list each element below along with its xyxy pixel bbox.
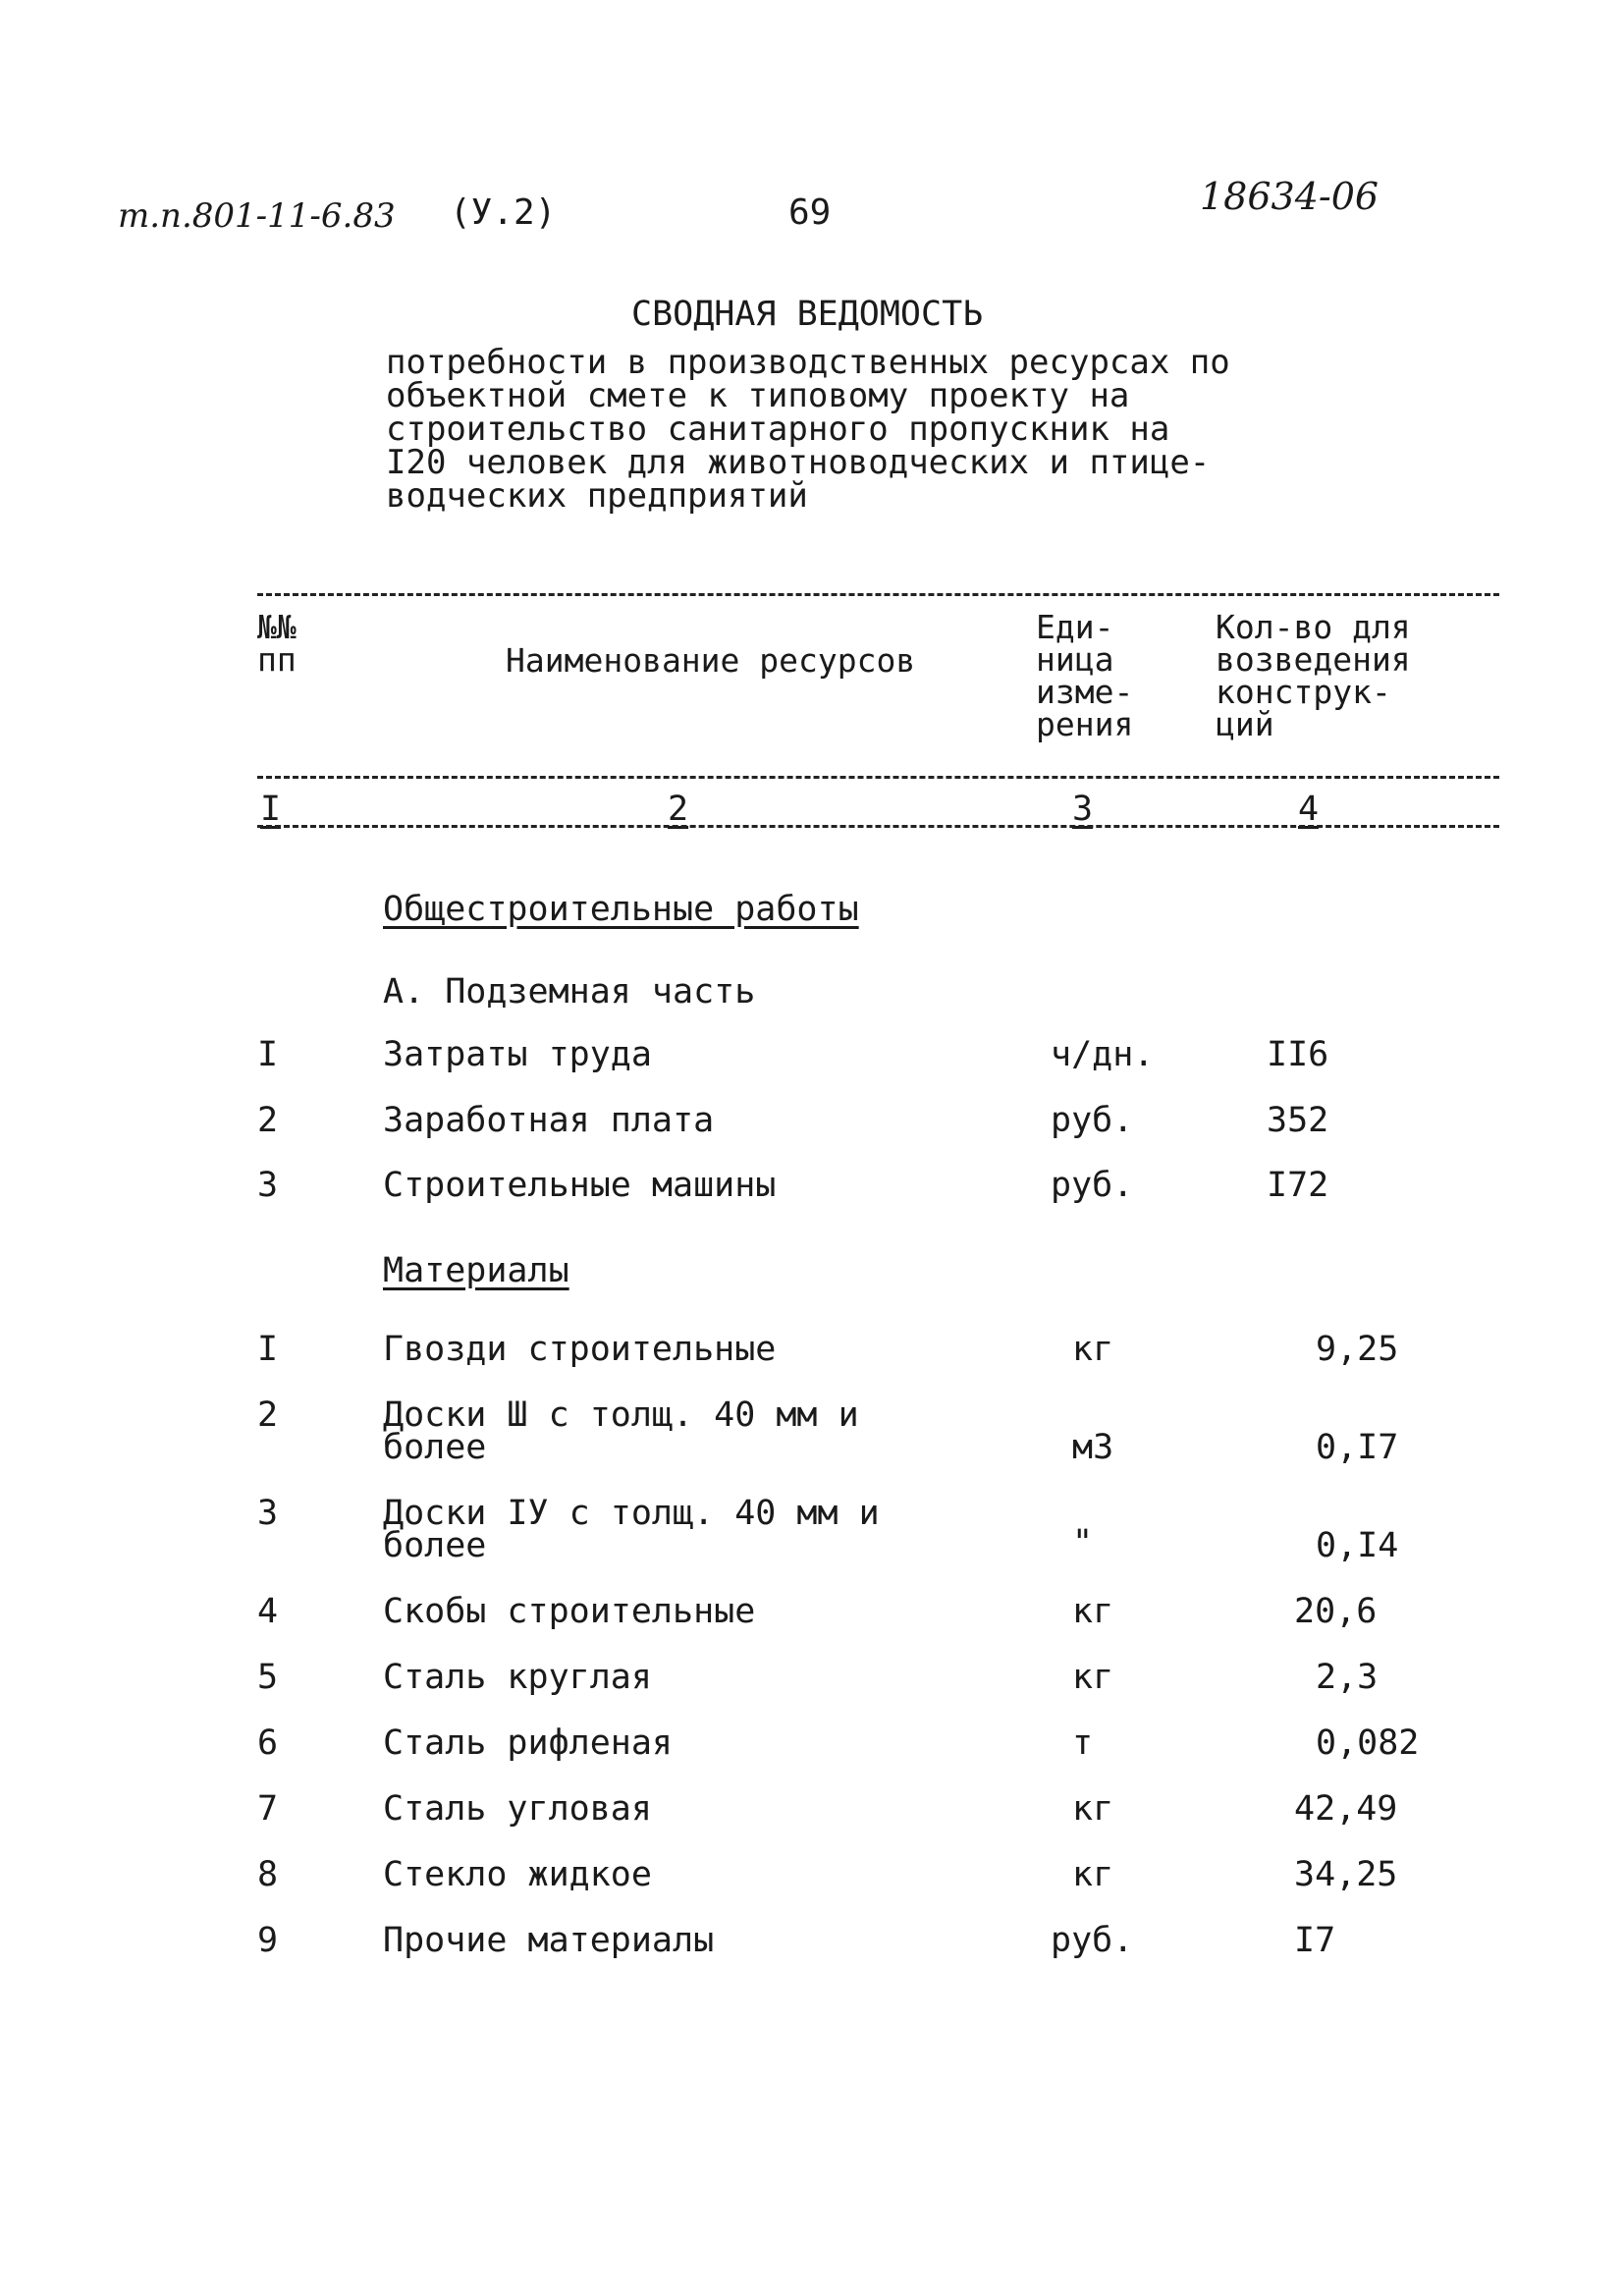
row-quantity: I72 [1267,1166,1329,1205]
column-number-3: 3 [1072,790,1094,829]
row-quantity: 0,082 [1316,1723,1420,1763]
row-name: Прочие материалы [383,1921,715,1960]
row-quantity: II6 [1267,1035,1329,1074]
row-unit: м3 [1072,1428,1114,1467]
variant-label: (У.2) [450,192,557,233]
column-number-rule [257,825,1499,828]
row-name: Сталь угловая [383,1789,652,1829]
row-unit: кг [1072,1330,1114,1369]
row-number: I [257,1330,279,1369]
row-unit: кг [1072,1855,1114,1894]
row-quantity: 2,3 [1316,1658,1379,1697]
row-name: Стекло жидкое [383,1855,652,1894]
document-subtitle: потребности в производственных ресурсах по объектной смете к типовому проекту на строительство санитарного пропускник на I20 человек для животноводческих и птице- водческих предприятий [386,343,1230,516]
header-name: Наименование ресурсов [506,641,916,680]
document-title: СВОДНАЯ ВЕДОМОСТЬ [631,295,984,334]
row-name: Сталь круглая [383,1658,652,1697]
row-name: Заработная плата [383,1101,715,1140]
row-name: Доски IУ с толщ. 40 мм и более [383,1494,880,1565]
column-number-2: 2 [668,790,689,829]
row-quantity: I7 [1294,1921,1336,1960]
section-general-works: Общестроительные работы [383,890,859,929]
row-unit: " [1072,1523,1094,1562]
row-quantity: 0,I7 [1316,1428,1399,1467]
row-unit: руб. [1051,1921,1134,1960]
header-unit: Еди- ница изме- рения [1036,608,1134,743]
row-name: Доски Ш с толщ. 40 мм и более [383,1395,859,1467]
row-number: 8 [257,1855,279,1894]
column-number-4: 4 [1298,790,1320,829]
header-number: №№ пп [257,608,297,679]
row-name: Строительные машины [383,1166,777,1205]
row-unit: кг [1072,1592,1114,1631]
row-name: Гвозди строительные [383,1330,777,1369]
row-number: 2 [257,1101,279,1140]
column-number-1: I [260,790,282,829]
row-quantity: 352 [1267,1101,1329,1140]
section-materials: Материалы [383,1251,569,1290]
row-name: Затраты труда [383,1035,652,1074]
page-number: 69 [788,192,832,233]
row-number: 9 [257,1921,279,1960]
row-unit: руб. [1051,1101,1134,1140]
row-unit: ч/дн. [1051,1035,1155,1074]
row-unit: кг [1072,1789,1114,1829]
row-number: 5 [257,1658,279,1697]
table-header-rule [257,776,1499,779]
row-number: 3 [257,1494,279,1533]
row-number: 6 [257,1723,279,1763]
row-quantity: 0,I4 [1316,1526,1399,1565]
row-quantity: 34,25 [1294,1855,1398,1894]
registration-number: 18634-06 [1200,175,1380,218]
section-underground-part: А. Подземная часть [383,972,756,1011]
row-unit: руб. [1051,1166,1134,1205]
row-number: 2 [257,1395,279,1435]
table-top-rule [257,593,1499,596]
header-quantity: Кол-во для возведения конструк- ций [1216,608,1411,743]
row-name: Сталь рифленая [383,1723,674,1763]
row-name: Скобы строительные [383,1592,756,1631]
row-number: 7 [257,1789,279,1829]
document-code: т.п.801-11-6.83 [118,196,396,236]
row-number: I [257,1035,279,1074]
row-quantity: 42,49 [1294,1789,1398,1829]
row-unit: т [1072,1723,1094,1763]
row-quantity: 9,25 [1316,1330,1399,1369]
row-number: 4 [257,1592,279,1631]
row-unit: кг [1072,1658,1114,1697]
row-number: 3 [257,1166,279,1205]
row-quantity: 20,6 [1294,1592,1378,1631]
